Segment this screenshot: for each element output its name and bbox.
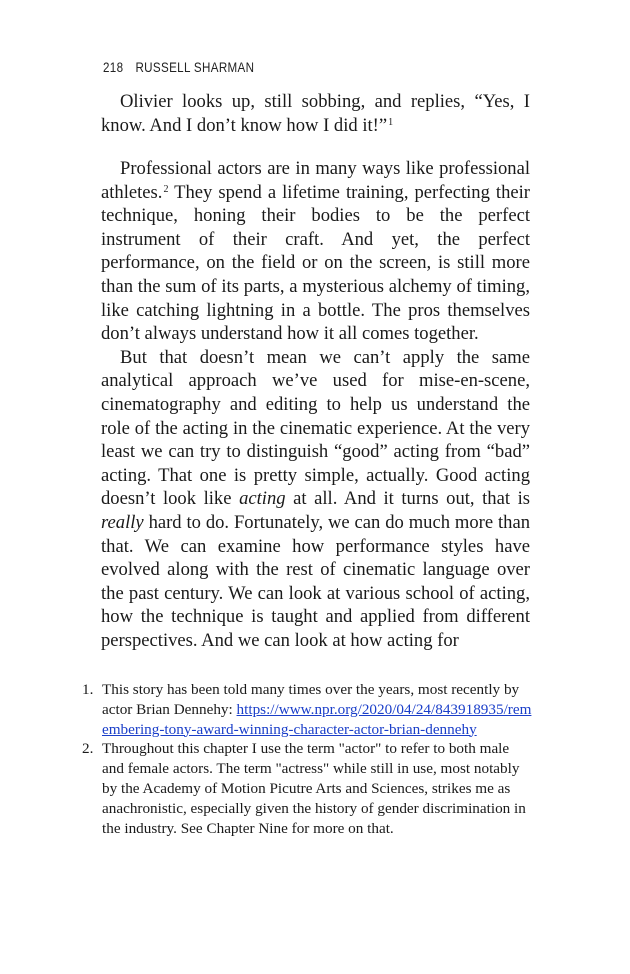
running-head bbox=[103, 60, 254, 75]
page-number: 218 bbox=[103, 60, 124, 75]
emphasis-really: really bbox=[101, 511, 144, 533]
paragraph-2-part-a: Professional actors are in many ways like professional athletes. bbox=[101, 158, 530, 203]
footnote-1-text: This story has been told many times over the years, most recently by actor Brian Dennehy: bbox=[102, 681, 520, 718]
paragraph-3-part-a: But that doesn’t mean we can’t apply the same analytical approach we’ve used for mise-en-scene, cinematography and editing to help us understand the role of the acting in the cinematic experience. At the very least we can try to distinguish “good” acting from “bad” acting. That one is pretty simple, actually. Good acting doesn’t look like bbox=[101, 346, 530, 510]
paragraph-2-part-b: They spend a lifetime training, perfecting their technique, honing their bodies to be the perfect instrument of their craft. And yet, the perfect performance, on the field or on the screen, is still more than the sum of its parts, a mysterious alchemy of timing, like catching lightning in a bottle. The pros themselves don’t always understand how it all comes together. bbox=[101, 181, 530, 345]
footnote-1-link[interactable]: https://www.npr.org/2020/04/24/843918935/remembering-tony-award-winning-character-actor-brian-dennehy bbox=[102, 700, 532, 738]
paragraph-2 bbox=[101, 157, 530, 346]
main-text-block bbox=[101, 157, 530, 652]
footnote-2 bbox=[82, 739, 532, 838]
footnote-2-text: Throughout this chapter I use the term "actor" to refer to both male and female actors. The term "actress" while still in use, most notably by the Academy of Motion Picutre Arts and Sciences, strikes me as anachronistic, especially given the history of gender discrimination in the industry. See Chapter Nine for more on that. bbox=[102, 740, 526, 837]
footnote-2-number: 2. bbox=[82, 740, 94, 758]
emphasis-acting: acting bbox=[239, 488, 286, 510]
footnote-1-number: 1. bbox=[82, 681, 94, 698]
footnote-ref-2[interactable]: 2 bbox=[163, 183, 169, 195]
author-name: RUSSELL SHARMAN bbox=[135, 60, 255, 75]
paragraph-1-body: Olivier looks up, still sobbing, and replies, “Yes, I know. And I don’t know how I did it!” bbox=[101, 91, 530, 136]
paragraph-3-part-c: hard to do. Fortunately, we can do much more than that. We can examine how performance styles have evolved along with the rest of cinematic language over the past century. We can look at various school of acting, how the technique is taught and applied from different perspectives. And we can look at how acting for bbox=[101, 511, 530, 651]
paragraph-3-part-b: at all. And it turns out, that is bbox=[285, 488, 530, 510]
footnotes-list bbox=[82, 680, 532, 838]
paragraph-1-text bbox=[101, 90, 530, 137]
footnote-ref-1[interactable]: 1 bbox=[388, 116, 394, 128]
paragraph-3 bbox=[101, 346, 530, 653]
footnote-1 bbox=[82, 680, 532, 739]
paragraph-1 bbox=[101, 90, 530, 137]
